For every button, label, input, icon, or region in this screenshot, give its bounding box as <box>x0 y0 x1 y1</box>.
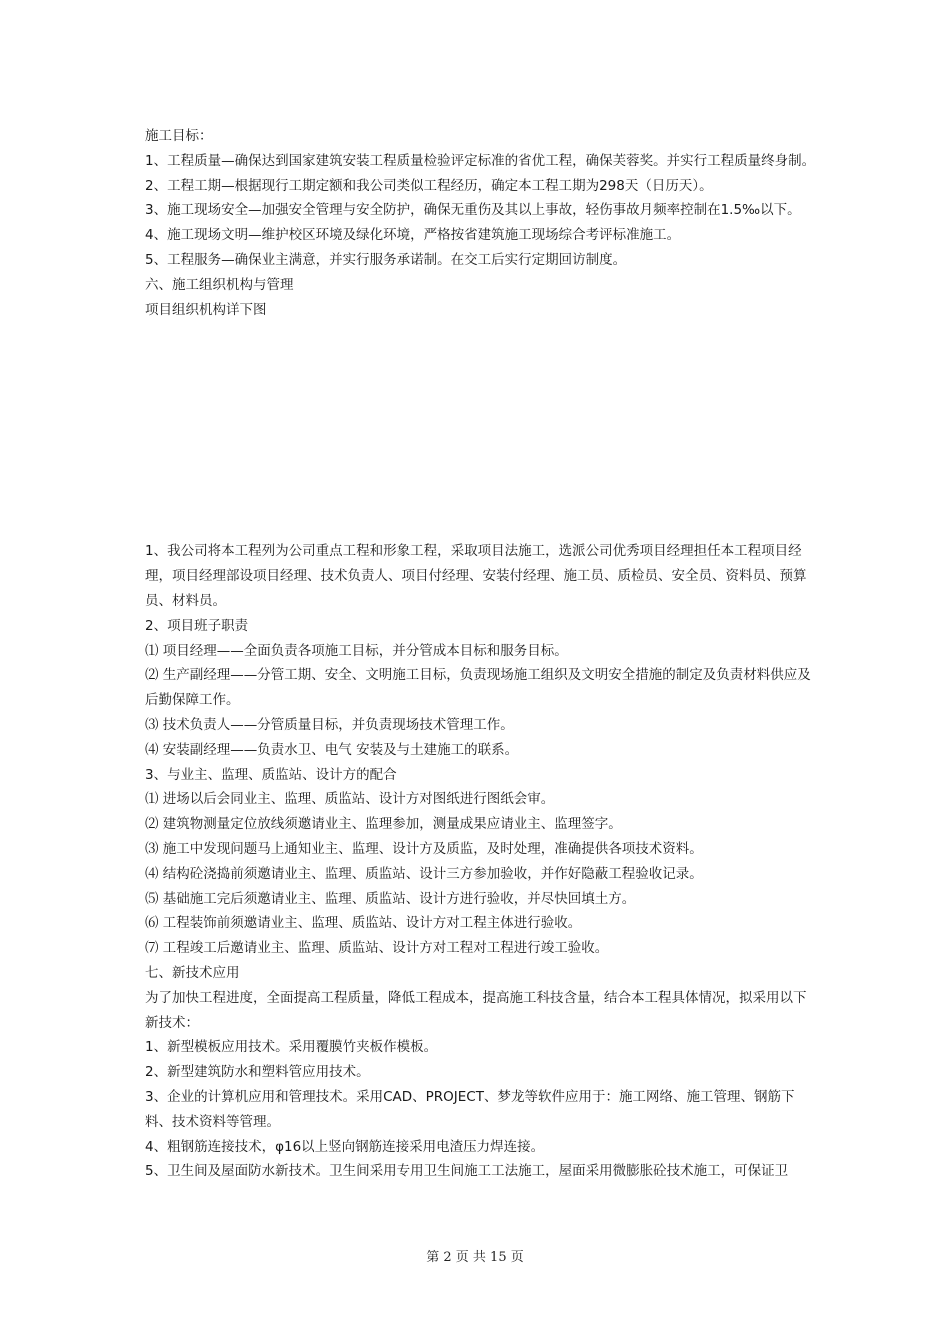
tech-heading: 七、新技术应用 <box>145 964 240 981</box>
tech-item: 5、卫生间及屋面防水新技术。卫生间采用专用卫生间施工工法施工，屋面采用微膨胀砼技术施工，可保证卫 <box>145 1163 789 1180</box>
org-paragraph: 1、我公司将本工程列为公司重点工程和形象工程，采取项目法施工，选派公司优秀项目经理担任本工程项目经理，项目经理部设项目经理、技术负责人、项目付经理、安装付经理、施工员、质检员、安全员、资料员、预算员、材料员。 <box>145 543 807 609</box>
coop-item: ⑹ 工程装饰前须邀请业主、监理、质监站、设计方对工程主体进行验收。 <box>145 915 582 932</box>
goal-item: 3、施工现场安全—加强安全管理与安全防护，确保无重伤及其以上事故，轻伤事故月频率控制在1.5‰以下。 <box>145 202 801 219</box>
duty-item: ⑶ 技术负责人——分管质量目标，并负责现场技术管理工作。 <box>145 716 514 733</box>
coop-heading: 3、与业主、监理、质监站、设计方的配合 <box>145 766 397 783</box>
org-chart-placeholder <box>145 322 817 539</box>
tech-item: 3、企业的计算机应用和管理技术。采用CAD、PROJECT、梦龙等软件应用于：施工网络、施工管理、钢筋下料、技术资料等管理。 <box>145 1088 795 1130</box>
goals-heading: 施工目标： <box>145 128 213 144</box>
goal-item: 4、施工现场文明—维护校区环境及绿化环境，严格按省建筑施工现场综合考评标准施工。 <box>145 227 681 244</box>
coop-item: ⑸ 基础施工完后须邀请业主、监理、质监站、设计方进行验收，并尽快回填土方。 <box>145 890 636 907</box>
org-heading: 六、施工组织机构与管理 <box>145 276 294 293</box>
duty-item: ⑴ 项目经理——全面负责各项施工目标，并分管成本目标和服务目标。 <box>145 642 568 659</box>
duty-item: ⑷ 安装副经理——负责水卫、电气 安装及与土建施工的联系。 <box>145 741 519 758</box>
coop-item: ⑴ 进场以后会同业主、监理、质监站、设计方对图纸进行图纸会审。 <box>145 791 555 808</box>
coop-item: ⑵ 建筑物测量定位放线须邀请业主、监理参加，测量成果应请业主、监理签字。 <box>145 816 622 833</box>
coop-item: ⑶ 施工中发现问题马上通知业主、监理、设计方及质监，及时处理，准确提供各项技术资料。 <box>145 840 703 857</box>
tech-item: 4、粗钢筋连接技术，φ16以上竖向钢筋连接采用电渣压力焊连接。 <box>145 1138 545 1155</box>
goal-item: 2、工程工期—根据现行工期定额和我公司类似工程经历，确定本工程工期为298天（日历天）。 <box>145 177 713 194</box>
org-chart-caption: 项目组织机构详下图 <box>145 301 267 318</box>
tech-intro: 为了加快工程进度，全面提高工程质量，降低工程成本，提高施工科技含量，结合本工程具体情况，拟采用以下新技术： <box>145 989 807 1031</box>
goal-item: 5、工程服务—确保业主满意，并实行服务承诺制。在交工后实行定期回访制度。 <box>145 251 627 268</box>
coop-item: ⑺ 工程竣工后邀请业主、监理、质监站、设计方对工程对工程进行竣工验收。 <box>145 940 609 957</box>
goal-item: 1、工程质量—确保达到国家建筑安装工程质量检验评定标准的省优工程，确保芙蓉奖。并实行工程质量终身制。 <box>145 152 816 169</box>
tech-item: 1、新型模板应用技术。采用覆膜竹夹板作模板。 <box>145 1039 438 1056</box>
tech-item: 2、新型建筑防水和塑料管应用技术。 <box>145 1064 370 1081</box>
duty-item: ⑵ 生产副经理——分管工期、安全、文明施工目标，负责现场施工组织及文明安全措施的制定及负责材料供应及后勤保障工作。 <box>145 667 811 709</box>
page-number-footer: 第 2 页 共 15 页 <box>426 1250 524 1265</box>
duties-heading: 2、项目班子职责 <box>145 617 249 634</box>
page-body <box>145 124 817 1184</box>
coop-item: ⑷ 结构砼浇捣前须邀请业主、监理、质监站、设计三方参加验收，并作好隐蔽工程验收记录。 <box>145 865 703 882</box>
